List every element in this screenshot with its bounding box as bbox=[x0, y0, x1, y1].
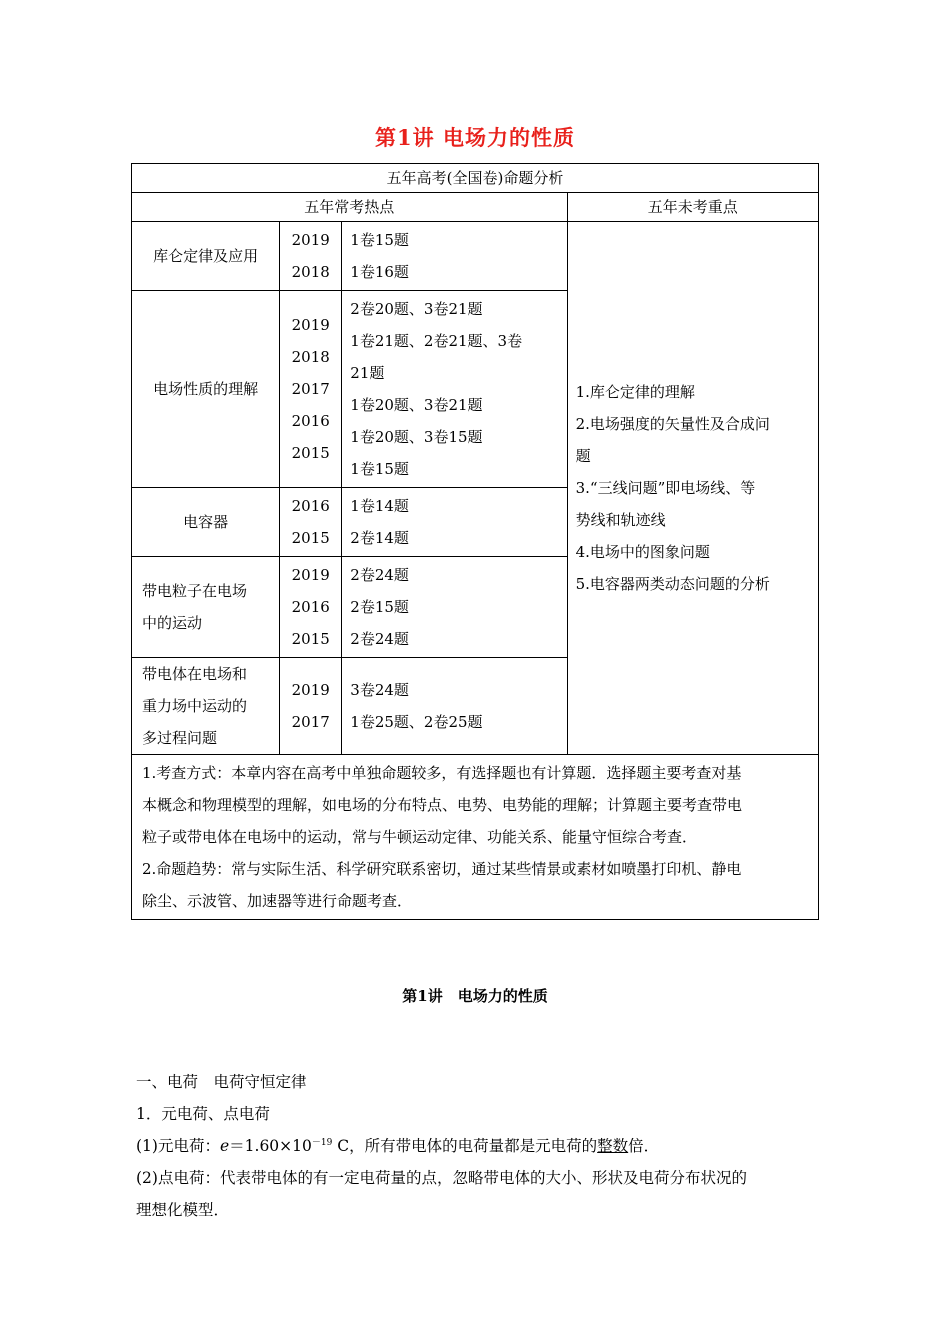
item: 2卷14题 bbox=[350, 529, 409, 547]
year: 2016 bbox=[291, 598, 330, 616]
heading-1: 一、电荷 电荷守恒定律 bbox=[136, 1073, 307, 1091]
paragraph-elementary-charge bbox=[136, 1130, 816, 1162]
key-point: 5.电容器两类动态问题的分析 bbox=[575, 575, 770, 593]
page-title: 第1讲 电场力的性质 bbox=[375, 125, 575, 150]
summary-line: 1.考查方式：本章内容在高考中单独命题较多，有选择题也有计算题．选择题主要考查对基 bbox=[142, 764, 742, 782]
year: 2019 bbox=[291, 681, 330, 699]
topic-cell: 电场性质的理解 bbox=[132, 291, 280, 488]
item: 1卷20题、3卷21题 bbox=[350, 396, 483, 414]
item: 2卷15题 bbox=[350, 598, 409, 616]
item: 1卷21题、2卷21题、3卷 bbox=[350, 332, 523, 350]
table-caption: 五年高考(全国卷)命题分析 bbox=[132, 164, 819, 193]
topic-line: 重力场中运动的 bbox=[142, 697, 248, 715]
paragraph-point-charge-line1: (2)点电荷：代表带电体的有一定电荷量的点，忽略带电体的大小、形状及电荷分布状况的 bbox=[136, 1169, 747, 1187]
year: 2017 bbox=[291, 380, 330, 398]
key-point: 1.库仑定律的理解 bbox=[575, 383, 695, 401]
summary-line: 2.命题趋势：常与实际生活、科学研究联系密切，通过某些情景或素材如喷墨打印机、静电 bbox=[142, 860, 742, 878]
key-point: 3.“三线问题”即电场线、等 bbox=[575, 479, 756, 497]
topic-line: 带电体在电场和 bbox=[142, 665, 248, 683]
topic-cell bbox=[132, 658, 280, 755]
p1-underline: 整数 bbox=[597, 1137, 629, 1155]
summary-line: 粒子或带电体在电场中的运动，常与牛顿运动定律、功能关系、能量守恒综合考查． bbox=[142, 828, 698, 846]
item: 2卷20题、3卷21题 bbox=[350, 300, 483, 318]
summary-line: 本概念和物理模型的理解，如电场的分布特点、电势、电势能的理解；计算题主要考查带电 bbox=[142, 796, 743, 814]
key-point: 题 bbox=[575, 447, 591, 465]
items-cell bbox=[342, 658, 567, 755]
col-header-key: 五年未考重点 bbox=[567, 193, 818, 222]
key-point: 4.电场中的图象问题 bbox=[575, 543, 710, 561]
year: 2019 bbox=[291, 566, 330, 584]
heading-2: 1．元电荷、点电荷 bbox=[136, 1105, 270, 1123]
items-cell bbox=[342, 222, 567, 291]
topic-cell bbox=[132, 557, 280, 658]
section-title: 第1讲 电场力的性质 bbox=[402, 987, 548, 1005]
paragraph-point-charge-line2: 理想化模型． bbox=[136, 1201, 230, 1219]
years-cell bbox=[280, 291, 342, 488]
item: 1卷20题、3卷15题 bbox=[350, 428, 483, 446]
topic-line: 带电粒子在电场 bbox=[142, 582, 248, 600]
years-cell bbox=[280, 488, 342, 557]
items-cell bbox=[342, 291, 567, 488]
years-cell bbox=[280, 658, 342, 755]
years-cell bbox=[280, 222, 342, 291]
p1-var: e bbox=[219, 1137, 230, 1155]
p1-exponent: －19 bbox=[311, 1138, 333, 1148]
p1-value: ＝1.60×10 bbox=[229, 1137, 312, 1155]
col-header-hot: 五年常考热点 bbox=[132, 193, 568, 222]
summary-line: 除尘、示波管、加速器等进行命题考查． bbox=[142, 892, 413, 910]
key-points-cell bbox=[567, 222, 818, 755]
years-cell bbox=[280, 557, 342, 658]
topic-line: 多过程问题 bbox=[142, 729, 218, 747]
topic-cell: 电容器 bbox=[132, 488, 280, 557]
item: 3卷24题 bbox=[350, 681, 409, 699]
p1-mid: C，所有带电体的电荷量都是元电荷的 bbox=[332, 1137, 598, 1155]
year: 2019 bbox=[291, 231, 330, 249]
p1-prefix: (1)元电荷： bbox=[136, 1137, 220, 1155]
key-point: 势线和轨迹线 bbox=[575, 511, 666, 529]
year: 2016 bbox=[291, 412, 330, 430]
item: 1卷15题 bbox=[350, 460, 409, 478]
item: 1卷14题 bbox=[350, 497, 409, 515]
year: 2015 bbox=[291, 529, 330, 547]
item: 2卷24题 bbox=[350, 630, 409, 648]
analysis-table bbox=[131, 163, 819, 920]
topic-line: 中的运动 bbox=[142, 614, 203, 632]
year: 2015 bbox=[291, 630, 330, 648]
year: 2017 bbox=[291, 713, 330, 731]
year: 2015 bbox=[291, 444, 330, 462]
item: 21题 bbox=[350, 364, 385, 382]
p1-suffix: 倍． bbox=[628, 1137, 660, 1155]
year: 2019 bbox=[291, 316, 330, 334]
items-cell bbox=[342, 557, 567, 658]
items-cell bbox=[342, 488, 567, 557]
item: 1卷15题 bbox=[350, 231, 409, 249]
year: 2018 bbox=[291, 348, 330, 366]
year: 2018 bbox=[291, 263, 330, 281]
item: 1卷25题、2卷25题 bbox=[350, 713, 483, 731]
item: 1卷16题 bbox=[350, 263, 409, 281]
summary-cell bbox=[132, 755, 819, 920]
topic-cell: 库仑定律及应用 bbox=[132, 222, 280, 291]
year: 2016 bbox=[291, 497, 330, 515]
key-point: 2.电场强度的矢量性及合成问 bbox=[575, 415, 770, 433]
item: 2卷24题 bbox=[350, 566, 409, 584]
